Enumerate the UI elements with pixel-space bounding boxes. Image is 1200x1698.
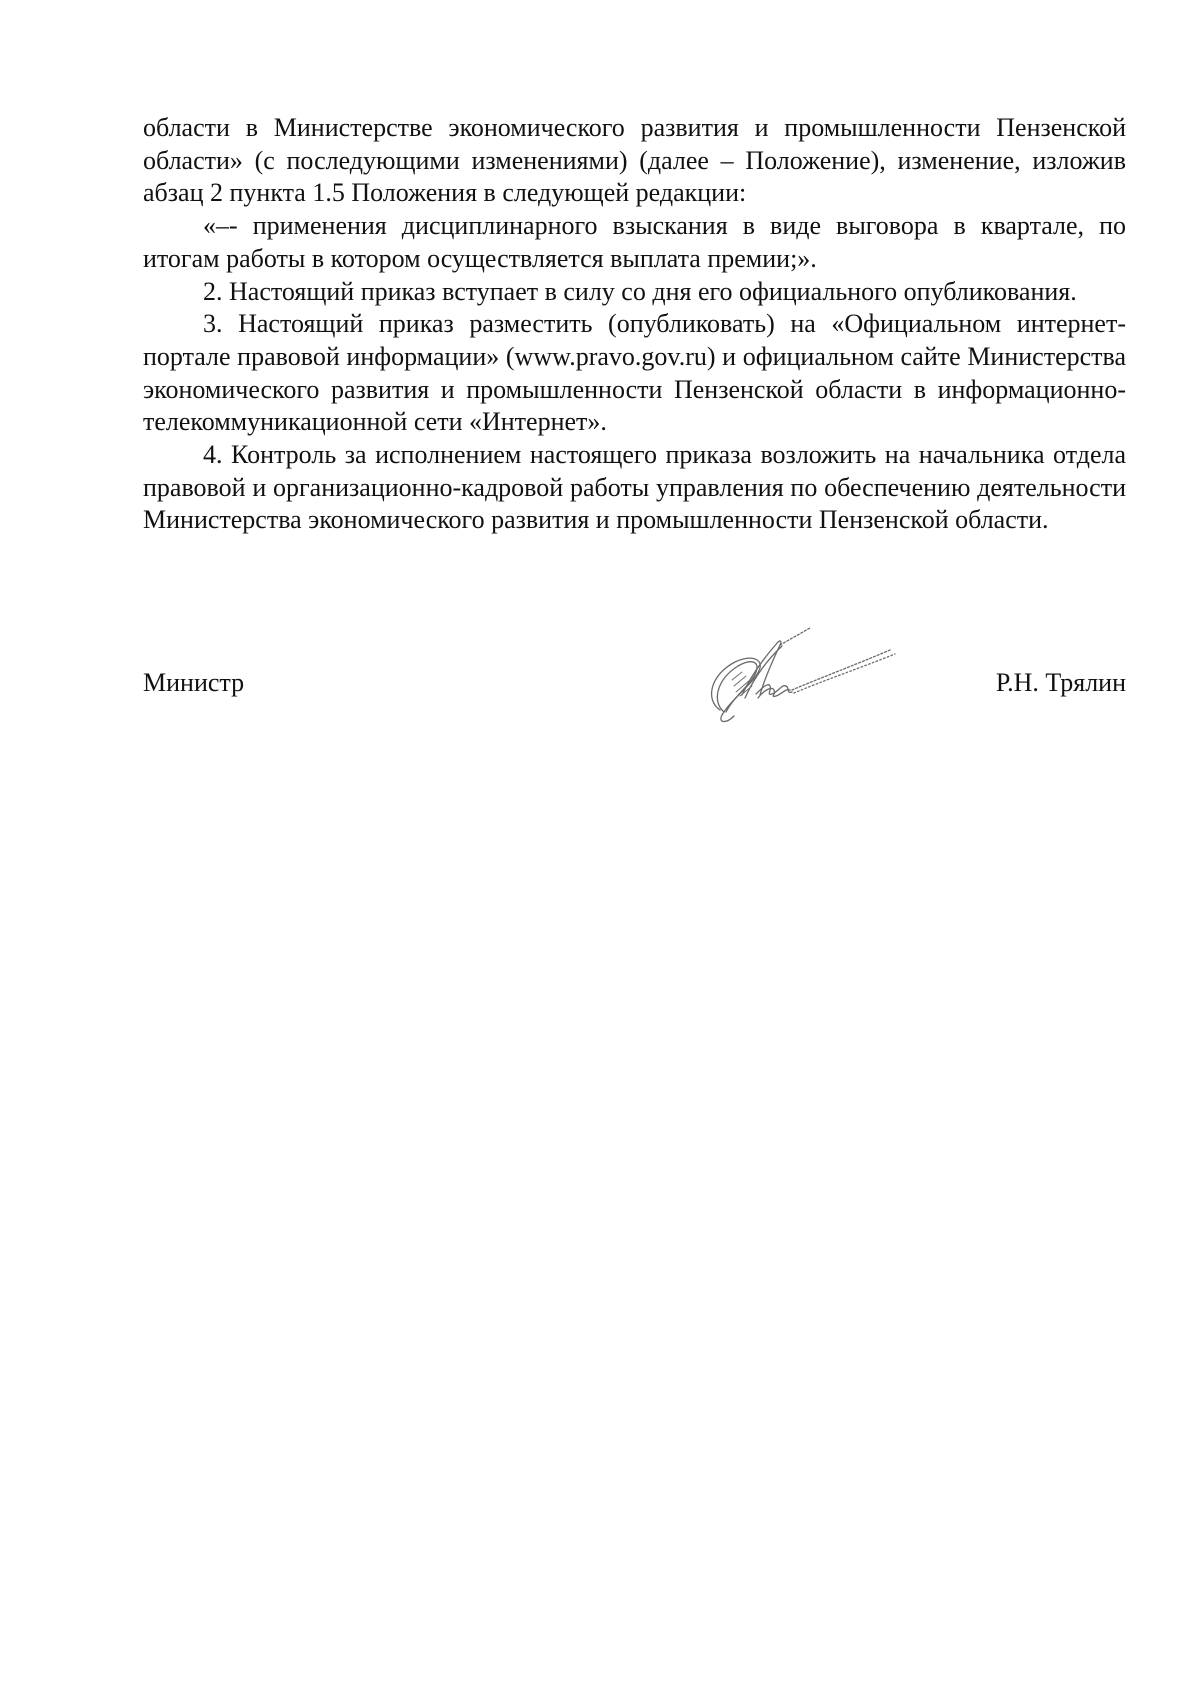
signatory-name: Р.Н. Трялин	[995, 668, 1126, 697]
handwritten-signature	[690, 620, 910, 735]
signatory-position: Министр	[143, 668, 245, 697]
paragraph-quoted-amendment: «–- применения дисциплинарного взыскания в виде выговора в квартале, по итогам работы в котором осуществляется выплата премии;».	[143, 211, 1126, 273]
document-body	[143, 112, 1126, 537]
paragraph-item-3: 3. Настоящий приказ разместить (опубликовать) на «Официальном интернет-портале правовой информации» (www.pravo.gov.ru) и официальном сайте Министерства экономического развития и промышленности Пензенской области в информационно-телекоммуникационной сети «Интернет».	[143, 309, 1126, 437]
paragraph-item-4: 4. Контроль за исполнением настоящего приказа возложить на начальника отдела правовой и организационно-кадровой работы управления по обеспечению деятельности Министерства экономического развития и промышленности Пензенской области.	[143, 440, 1126, 535]
paragraph-item-2: 2. Настоящий приказ вступает в силу со дня его официального опубликования.	[203, 276, 1077, 306]
signature-block	[143, 668, 1126, 708]
paragraph-continuation: области в Министерстве экономического развития и промышленности Пензенской области» (с последующими изменениями) (далее – Положение), изменение, изложив абзац 2 пункта 1.5 Положения в следующей редакции:	[143, 113, 1126, 208]
